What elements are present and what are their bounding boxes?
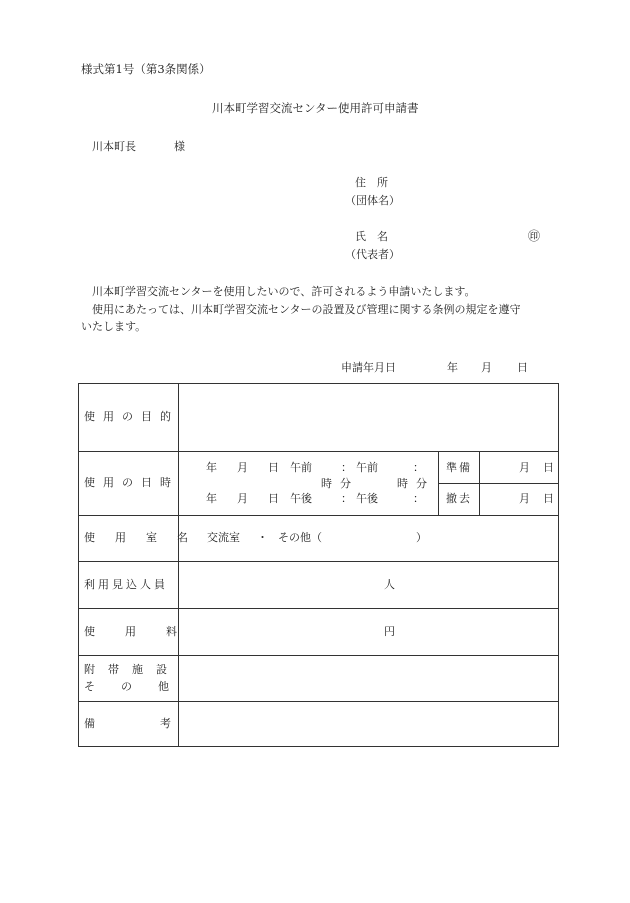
form-number: 様式第1号（第3条関係） (81, 62, 211, 76)
hour-minute-2: 時分 (397, 477, 435, 490)
application-date-month: 月 (481, 361, 492, 374)
addressee-name: 川本町長 (92, 140, 136, 153)
seal-mark: ㊞ (528, 229, 541, 243)
end-pm-1: 午後 (290, 492, 312, 505)
attendance-unit: 人 (384, 578, 395, 591)
purpose-label: 使用の目的 (84, 410, 179, 423)
start-am-2: 午前 (356, 461, 378, 474)
room-bullet: ・ (257, 531, 268, 544)
start-colon-2: ： (413, 461, 424, 474)
end-year: 年 (206, 492, 217, 505)
preparation-label: 準備 (446, 461, 472, 474)
room-name-label: 使用室名 (84, 531, 208, 544)
room-other-close: ） (416, 531, 427, 544)
room-option-other: その他（ (278, 531, 322, 544)
form-title: 川本町学習交流センター使用許可申請書 (212, 101, 419, 115)
hour-minute-1: 時分 (321, 477, 359, 490)
body-paragraph-2-line-1: 使用にあたっては、川本町学習交流センターの設置及び管理に関する条例の規定を遵守 (92, 303, 521, 316)
removal-month: 月 (519, 492, 530, 505)
end-pm-2: 午後 (356, 492, 378, 505)
start-year: 年 (206, 461, 217, 474)
addressee-honorific: 様 (174, 140, 185, 153)
end-colon-2: ： (413, 492, 424, 505)
start-month: 月 (237, 461, 248, 474)
remarks-label: 備考 (84, 717, 236, 730)
removal-label: 撤去 (446, 492, 472, 505)
address-label: 住 所 (355, 176, 388, 189)
body-paragraph-2-line-2: いたします。 (81, 320, 147, 333)
fee-label: 使用料 (84, 625, 207, 638)
end-month: 月 (237, 492, 248, 505)
preparation-day: 日 (543, 461, 554, 474)
start-colon-1: ： (341, 461, 352, 474)
application-date-year: 年 (447, 361, 458, 374)
datetime-label: 使用の日時 (84, 476, 179, 489)
end-day: 日 (268, 492, 279, 505)
start-am-1: 午前 (290, 461, 312, 474)
application-date-label: 申請年月日 (341, 361, 396, 374)
start-day: 日 (268, 461, 279, 474)
room-option-exchange: 交流室 (207, 531, 240, 544)
application-date-day: 日 (517, 361, 528, 374)
preparation-month: 月 (519, 461, 530, 474)
facilities-label-line-2: その他 (84, 680, 195, 693)
representative-label: （代表者） (345, 248, 400, 261)
org-label: （団体名） (345, 194, 400, 207)
body-paragraph-1: 川本町学習交流センターを使用したいので、許可されるよう申請いたします。 (92, 285, 476, 298)
attendance-label: 利用見込人員 (84, 578, 168, 591)
fee-unit: 円 (384, 625, 395, 638)
facilities-label-line-1: 附帯施設 (84, 663, 180, 676)
name-label: 氏 名 (355, 230, 388, 243)
removal-day: 日 (543, 492, 554, 505)
end-colon-1: ： (341, 492, 352, 505)
